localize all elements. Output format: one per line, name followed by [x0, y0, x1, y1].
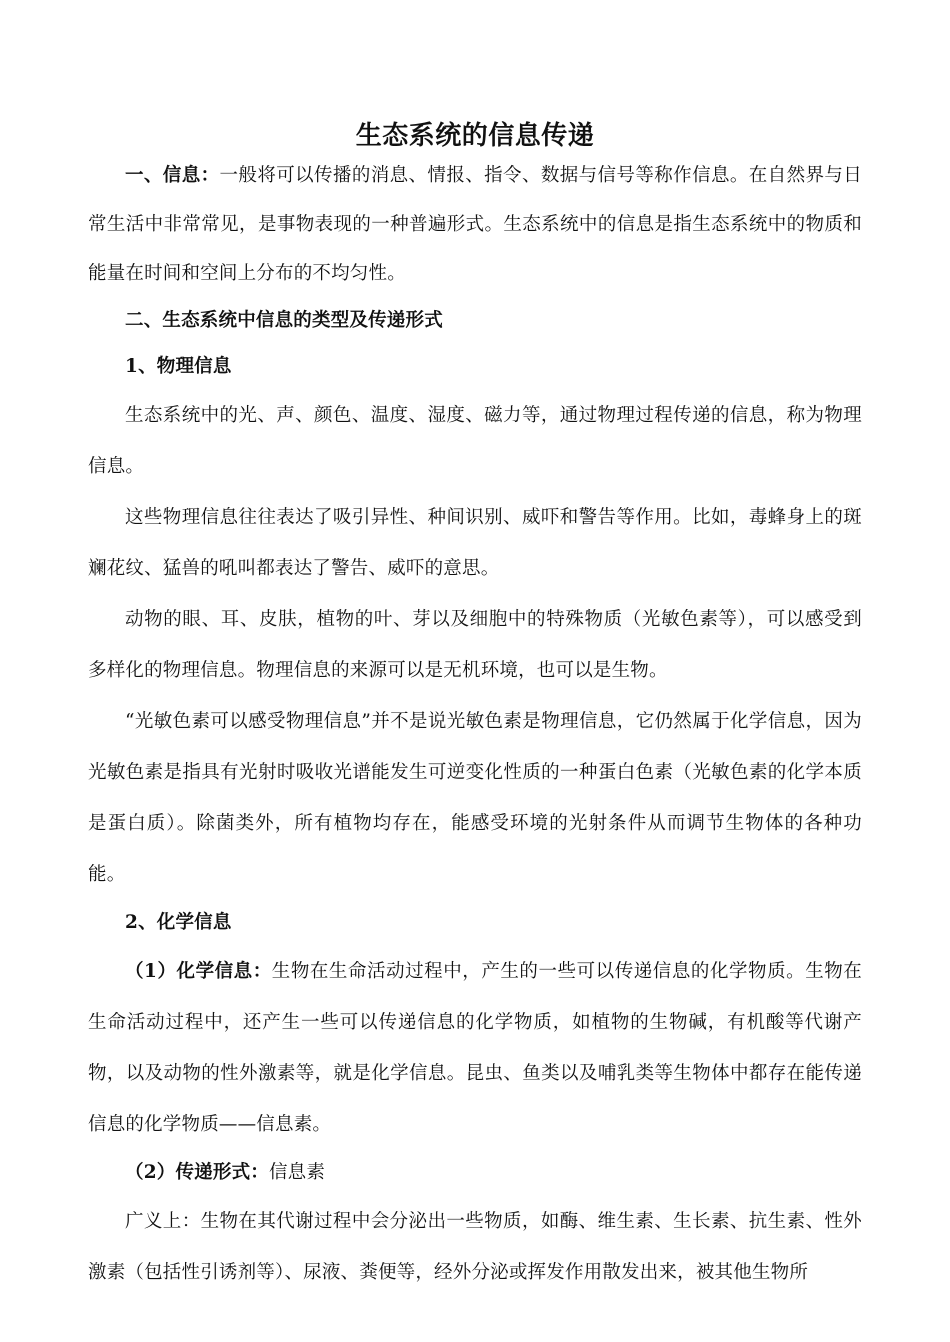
document-title: 生态系统的信息传递 [355, 121, 595, 151]
section1-paragraph [88, 151, 862, 298]
chemical-item-2-text: 信息素 [268, 1162, 326, 1183]
physical-paragraph-1: 生态系统中的光、声、颜色、温度、湿度、磁力等，通过物理过程传递的信息，称为物理信息。 [88, 405, 862, 477]
section2-heading: 二、生态系统中信息的类型及传递形式 [125, 310, 443, 331]
physical-paragraph-2: 这些物理信息往往表达了吸引异性、种间识别、威吓和警告等作用。比如，毒蜂身上的斑斓花纹、猛兽的吼叫都表达了警告、威吓的意思。 [88, 507, 862, 579]
document-page [88, 112, 862, 1298]
chemical-broad-paragraph: 广义上：生物在其代谢过程中会分泌出一些物质，如酶、维生素、生长素、抗生素、性外激素（包括性引诱剂等）、尿液、粪便等，经外分泌或挥发作用散发出来，被其他生物所 [88, 1211, 862, 1283]
section1-label: 一、信息： [125, 165, 220, 186]
chemical-item-1-text: 生物在生命活动过程中，产生的一些可以传递信息的化学物质。生物在生命活动过程中，还产生一些可以传递信息的化学物质，如植物的生物碱，有机酸等代谢产物，以及动物的性外激素等，就是化学信息。昆虫、鱼类以及哺乳类等生物体中都存在能传递信息的化学物质——信息素。 [88, 961, 862, 1135]
chemical-heading: 2、化学信息 [125, 912, 232, 933]
chemical-item-1 [88, 946, 862, 1150]
section1-text: 一般将可以传播的消息、情报、指令、数据与信号等称作信息。在自然界与日常生活中非常常见，是事物表现的一种普遍形式。生态系统中的信息是指生态系统中的物质和能量在时间和空间上分布的不均匀性。 [88, 165, 862, 284]
chemical-item-2-label: （2）传递形式： [125, 1162, 269, 1183]
chemical-item-2 [88, 1150, 862, 1196]
physical-paragraph-3: 动物的眼、耳、皮肤，植物的叶、芽以及细胞中的特殊物质（光敏色素等），可以感受到多样化的物理信息。物理信息的来源可以是无机环境，也可以是生物。 [88, 609, 862, 681]
chemical-item-1-label: （1）化学信息： [125, 961, 272, 982]
physical-paragraph-4: “光敏色素可以感受物理信息”并不是说光敏色素是物理信息，它仍然属于化学信息，因为光敏色素是指具有光射时吸收光谱能发生可逆变化性质的一种蛋白色素（光敏色素的化学本质是蛋白质）。除菌类外，所有植物均存在，能感受环境的光射条件从而调节生物体的各种功能。 [88, 711, 862, 885]
physical-heading: 1、物理信息 [125, 356, 232, 377]
